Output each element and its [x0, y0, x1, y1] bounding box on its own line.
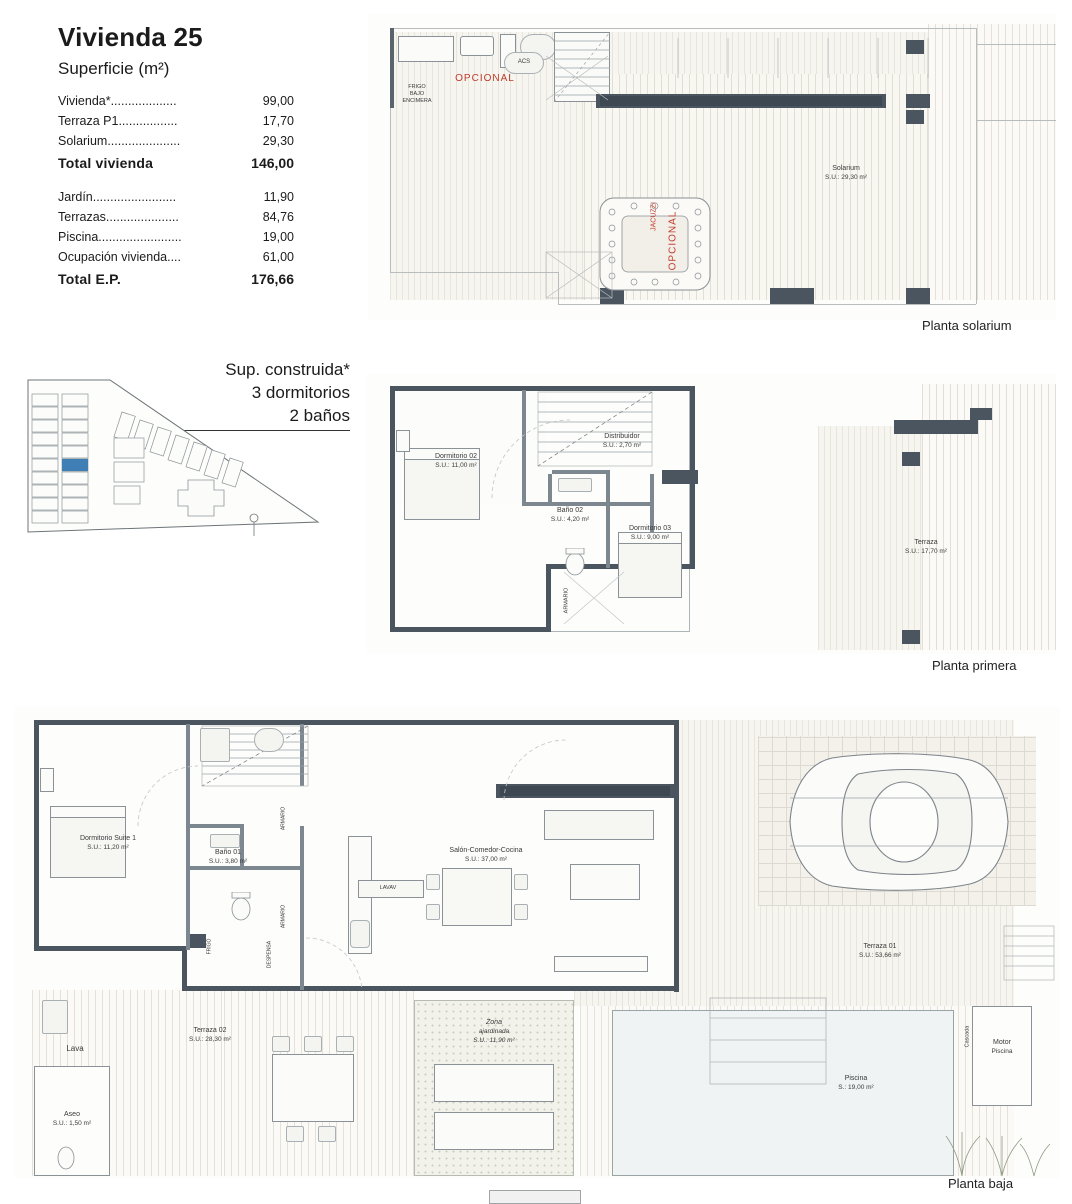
label-bano01: Baño 01 — [214, 849, 242, 856]
door-swing-kitchen — [302, 934, 388, 994]
label-terraza-p1: Terraza — [914, 539, 938, 546]
surface-row-label: Terrazas..................... — [58, 210, 179, 224]
label-terraza-p1-area: S.U.: 17,70 m² — [905, 548, 947, 555]
pool-motor-room — [972, 1006, 1032, 1106]
surface-row-label: Ocupación vivienda.... — [58, 250, 181, 264]
label-bajo: BAJO — [409, 91, 425, 97]
label-jacuzzi: JACUZZI — [650, 202, 658, 231]
constructed-line-3: 2 baños — [289, 406, 350, 425]
label-dorm03: Dormitorio 03 — [628, 525, 671, 532]
surface-row-value: 11,90 — [263, 190, 294, 204]
toilet-icon-baja — [228, 892, 254, 922]
surface-row-label: Jardín........................ — [58, 190, 177, 204]
door-swing-suite — [134, 762, 224, 832]
site-plan — [18, 372, 328, 572]
surface-total-value: 176,66 — [251, 271, 294, 287]
surface-total-value: 146,00 — [251, 155, 294, 171]
surface-row — [58, 131, 348, 151]
label-solarium: Solarium — [832, 165, 860, 172]
plan-title-baja: Planta baja — [948, 1176, 1014, 1191]
site-highlight-unit — [62, 459, 88, 471]
label-lavav: LAVAV — [379, 885, 397, 891]
label-bano02-area: S.U.: 4,20 m² — [550, 516, 590, 523]
label-dorm02: Dormitorio 02 — [434, 453, 477, 460]
plan-title-solarium: Planta solarium — [922, 318, 1012, 333]
label-opcional-cocina: OPCIONAL — [455, 73, 515, 84]
page-title: Vivienda 25 — [58, 22, 203, 52]
label-suite: Dormitorio Suite 1 — [79, 835, 137, 842]
surface-total-ep — [58, 269, 348, 289]
dimension-ticks — [668, 38, 968, 84]
plan-title-primera: Planta primera — [932, 658, 1017, 673]
surface-row-label: Vivienda*................... — [58, 94, 177, 108]
label-terraza02: Terraza 02 — [193, 1027, 227, 1034]
surface-row — [58, 227, 348, 247]
label-frigo: FRIGO — [408, 84, 426, 90]
label-despensa: DESPENSA — [266, 940, 273, 969]
plan-baja — [14, 706, 1060, 1178]
surface-row — [58, 91, 348, 111]
stair-terrace — [1002, 924, 1056, 982]
car-illustration — [772, 748, 1022, 896]
label-acs: ACS — [517, 59, 531, 65]
ramp-lines-2 — [544, 54, 610, 102]
label-suite-area: S.U.: 11,20 m² — [87, 844, 129, 851]
ramp-lines — [544, 250, 614, 300]
label-motor-sub: Piscina — [991, 1048, 1013, 1055]
label-zona-2: ajardinada — [478, 1028, 510, 1035]
ramp-lines-p1 — [562, 570, 628, 628]
surface-row-value: 84,76 — [262, 210, 294, 224]
label-cascada: Cascada — [964, 1025, 971, 1048]
label-armario-a: ARMARIO — [280, 806, 287, 831]
label-aseo-area: S.U.: 1,50 m² — [52, 1120, 92, 1127]
constructed-line-2: 3 dormitorios — [251, 383, 350, 402]
door-swing — [486, 414, 616, 504]
label-armario-p1: ARMARIO — [563, 587, 570, 614]
label-motor: Motor — [993, 1039, 1011, 1046]
label-lava: Lava — [66, 1044, 84, 1053]
surface-row — [58, 111, 348, 131]
label-distribuidor-area: S.U.: 2,70 m² — [602, 442, 642, 449]
toilet-icon-aseo — [54, 1142, 78, 1172]
constructed-line-1: Sup. construida* — [225, 360, 350, 379]
label-terraza01-area: S.U.: 53,66 m² — [859, 952, 901, 959]
surface-row — [58, 247, 348, 267]
surface-row-label: Piscina........................ — [58, 230, 182, 244]
plan-primera — [366, 374, 1056, 654]
surface-total-vivienda — [58, 153, 348, 173]
spacer — [58, 173, 348, 187]
surface-total-label: Total E.P. — [58, 271, 121, 287]
label-piscina: Piscina — [844, 1075, 868, 1082]
label-salon: Salón-Comedor-Cocina — [449, 847, 523, 854]
pool-steps — [708, 996, 828, 1086]
label-terraza01: Terraza 01 — [863, 943, 897, 950]
label-opcional-jacuzzi: OPCIONAL — [667, 210, 679, 271]
label-salon-area: S.U.: 37,00 m² — [465, 856, 507, 863]
label-encimera: ENCIMERA — [402, 98, 432, 104]
surface-row-label: Solarium..................... — [58, 134, 181, 148]
label-bano01-area: S.U.: 3,80 m² — [208, 858, 248, 865]
label-terraza02-area: S.U.: 28,30 m² — [189, 1036, 231, 1043]
bottom-scale-bar — [489, 1190, 581, 1204]
label-frigo-baja: FRIGO — [206, 938, 213, 955]
surface-row-value: 19,00 — [262, 230, 294, 244]
label-aseo: Aseo — [64, 1111, 80, 1118]
surface-total-label: Total vivienda — [58, 155, 154, 171]
surface-row-value: 29,30 — [262, 134, 294, 148]
surface-row-value: 17,70 — [262, 114, 294, 128]
label-armario-b: ARMARIO — [280, 904, 287, 929]
surface-subtitle: Superficie (m²) — [58, 59, 170, 78]
label-zona-area: S.U.: 11,90 m² — [473, 1037, 515, 1044]
door-swing-entry — [500, 736, 600, 806]
surface-row — [58, 207, 348, 227]
label-dorm02-area: S.U.: 11,00 m² — [435, 462, 477, 469]
label-solarium-area: S.U.: 29,30 m² — [825, 174, 867, 181]
surface-row — [58, 187, 348, 207]
surface-row-value: 61,00 — [262, 250, 294, 264]
plants-icon — [942, 1106, 1052, 1178]
label-dorm03-area: S.U.: 9,00 m² — [630, 534, 670, 541]
label-zona-1: Zona — [486, 1019, 502, 1026]
plan-solarium — [368, 14, 1056, 320]
label-bano02: Baño 02 — [556, 507, 584, 514]
surface-row-value: 99,00 — [262, 94, 294, 108]
site-plan-drawing — [18, 372, 328, 572]
label-piscina-area: S.: 19,00 m² — [838, 1084, 874, 1091]
surface-row-label: Terraza P1................. — [58, 114, 178, 128]
label-distribuidor: Distribuidor — [604, 433, 640, 440]
surface-info-panel — [58, 22, 348, 289]
